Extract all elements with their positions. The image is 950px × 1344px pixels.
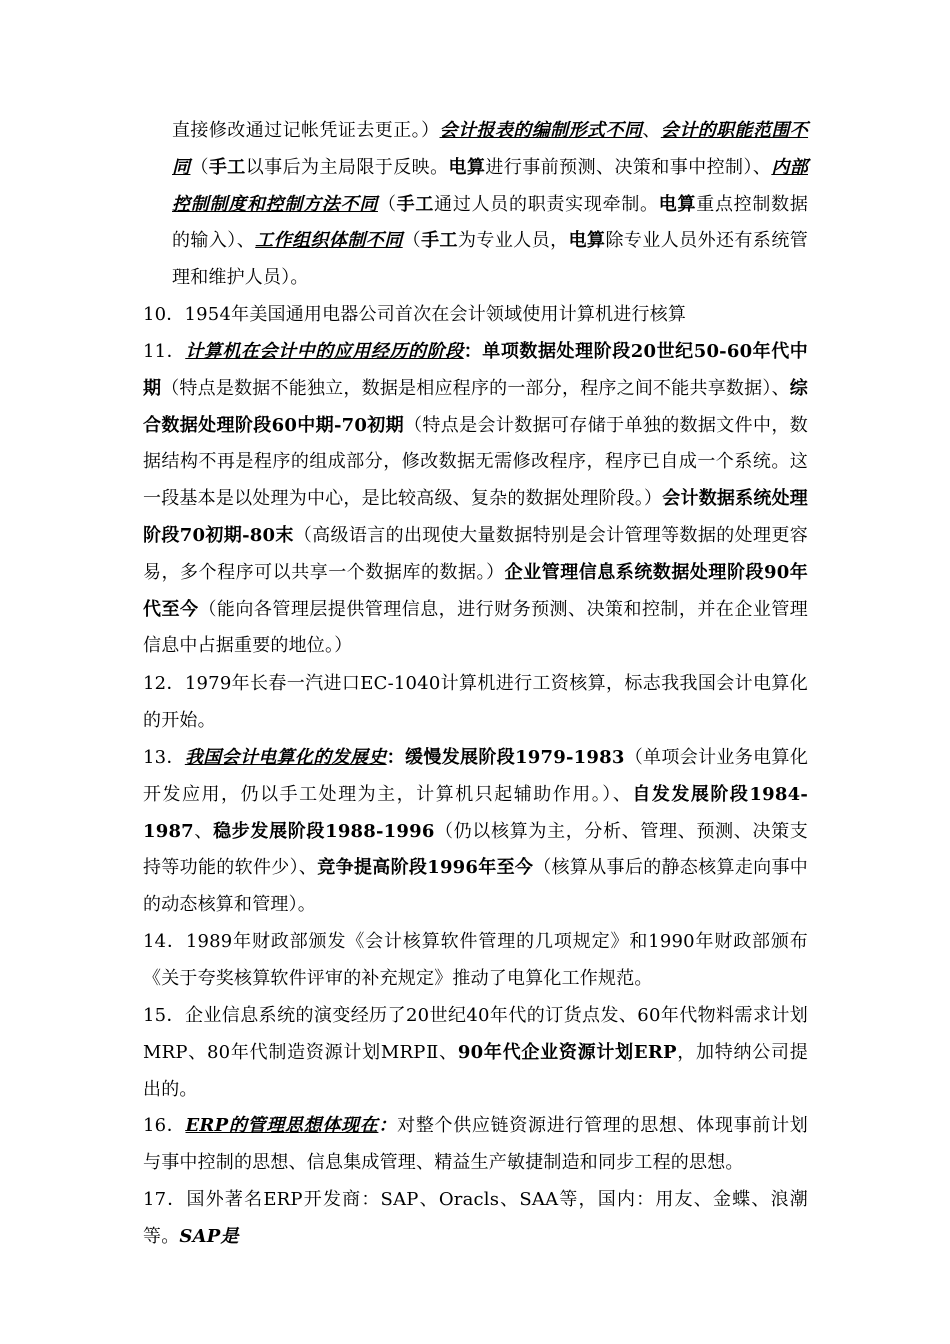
bold-text: 竞争提高阶段1996年至今 bbox=[317, 857, 534, 879]
body-text: 通过人员的职责实现牵制。 bbox=[434, 193, 659, 215]
bold-text: 企业管理信息系统数据处理阶段90年代至今 bbox=[143, 561, 809, 620]
bold-text: 单项数据处理阶段20世纪50-60年代中期 bbox=[143, 341, 808, 399]
paragraph-p15 bbox=[143, 998, 808, 1108]
body-text: 15．企业信息系统的演变经历了20世纪40年代的订货点发、60年代物料需求计划MRP、80年代制造资源计划MRPⅡ、 bbox=[143, 1005, 808, 1063]
bold-text: 电算 bbox=[658, 193, 697, 215]
highlighted-term: 会计的职能范围不同 bbox=[172, 120, 809, 178]
body-text: 17．国外著名ERP开发商：SAP、Oracls、SAA等，国内：用友、金蝶、浪潮等。 bbox=[143, 1189, 808, 1247]
body-text: （单项会计业务电算化开发应用，仍以手工处理为主，计算机只起辅助作用。）、 bbox=[143, 747, 809, 805]
paragraph-p10 bbox=[143, 297, 808, 334]
paragraph-p17 bbox=[143, 1182, 808, 1256]
bold-text: ： bbox=[463, 341, 483, 362]
body-text: 为专业人员， bbox=[457, 230, 569, 252]
body-text: （仍以核算为主，分析、管理、预测、决策支持等功能的软件少）、 bbox=[143, 820, 809, 879]
body-text: 14．1989年财政部颁发《会计核算软件管理的几项规定》和1990年财政部颁布《关于夸奖核算软件评审的补充规定》推动了电算化工作规范。 bbox=[143, 931, 808, 989]
bold-text: 自发发展阶段1984-1987 bbox=[143, 783, 808, 842]
bold-text: 电算 bbox=[568, 230, 606, 252]
bold-text: ： bbox=[386, 747, 405, 768]
body-text: （ bbox=[190, 156, 209, 178]
bold-text: 电算 bbox=[448, 156, 486, 178]
bold-text: 手工 bbox=[396, 193, 435, 215]
bold-text: 90年代企业资源计划ERP bbox=[457, 1041, 677, 1063]
body-text: 10．1954年美国通用电器公司首次在会计领域使用计算机进行核算 bbox=[143, 304, 687, 325]
bold-text: 手工 bbox=[208, 156, 246, 178]
bold-text: ： bbox=[378, 1115, 398, 1136]
highlighted-term: ERP的管理思想体现在 bbox=[185, 1115, 379, 1136]
body-text: 13． bbox=[143, 747, 185, 768]
highlighted-term: 工作组织体制不同 bbox=[255, 230, 403, 252]
body-text: 直接修改通过记帐凭证去更正。） bbox=[172, 120, 440, 141]
paragraph-p12 bbox=[143, 666, 808, 740]
paragraph-p16 bbox=[143, 1108, 808, 1182]
body-text: 12．1979年长春一汽进口EC-1040计算机进行工资核算，标志我我国会计电算化的开始。 bbox=[143, 673, 808, 731]
bold-text: 缓慢发展阶段1979-1983 bbox=[405, 747, 625, 768]
body-text: 、 bbox=[642, 120, 661, 141]
highlighted-term: 计算机在会计中的应用经历的阶段 bbox=[185, 341, 464, 362]
body-text: （特点是数据不能独立，数据是相应程序的一部分，程序之间不能共享数据）、 bbox=[161, 377, 790, 399]
body-text: 进行事前预测、决策和事中控制）、 bbox=[485, 156, 772, 178]
highlighted-term: 会计报表的编制形式不同 bbox=[439, 120, 643, 141]
bold-text: SAP是 bbox=[179, 1225, 239, 1247]
body-text: 以事后为主局限于反映。 bbox=[245, 156, 449, 178]
paragraph-p14 bbox=[143, 924, 808, 998]
body-text: 11． bbox=[143, 341, 186, 362]
body-text: （特点是会计数据可存储于单独的数据文件中，数据结构不再是程序的组成部分，修改数据无需修改程序，程序已自成一个系统。这一段基本是以处理为中心，是比较高级、复杂的数据处理阶段。） bbox=[143, 414, 808, 510]
body-text: 重点控制数据的输入）、 bbox=[172, 193, 809, 252]
body-text: 16． bbox=[143, 1115, 186, 1136]
body-text: （高级语言的出现使大量数据特别是会计管理等数据的处理更容易，多个程序可以共享一个数据库的数据。） bbox=[143, 524, 808, 583]
body-text: （ bbox=[402, 230, 422, 252]
bold-text: 稳步发展阶段1988-1996 bbox=[213, 820, 435, 842]
bold-text: 手工 bbox=[421, 230, 458, 252]
body-text: （ bbox=[377, 193, 397, 215]
bold-text: 会计数据系统处理阶段70初期-80末 bbox=[143, 488, 808, 546]
body-text: 对整个供应链资源进行管理的思想、体现事前计划与事中控制的思想、信息集成管理、精益生产敏捷制造和同步工程的思想。 bbox=[143, 1115, 808, 1173]
paragraph-p13 bbox=[143, 740, 808, 924]
body-text: （核算从事后的静态核算走向事中的动态核算和管理）。 bbox=[143, 857, 809, 916]
body-text: 、 bbox=[193, 820, 214, 842]
bold-text: 综合数据处理阶段60中期-70初期 bbox=[143, 377, 808, 436]
paragraph-p9-cont bbox=[172, 113, 808, 297]
highlighted-term: 我国会计电算化的发展史 bbox=[184, 747, 387, 768]
paragraph-p11 bbox=[143, 334, 808, 665]
body-text: ，加特纳公司提出的。 bbox=[143, 1041, 808, 1100]
body-text: 除专业人员外还有系统管理和维护人员）。 bbox=[172, 230, 808, 289]
highlighted-term: 内部控制制度和控制方法不同 bbox=[172, 156, 808, 215]
body-text: （能向各管理层提供管理信息，进行财务预测、决策和控制，并在企业管理信息中占据重要的地位。） bbox=[143, 598, 808, 657]
